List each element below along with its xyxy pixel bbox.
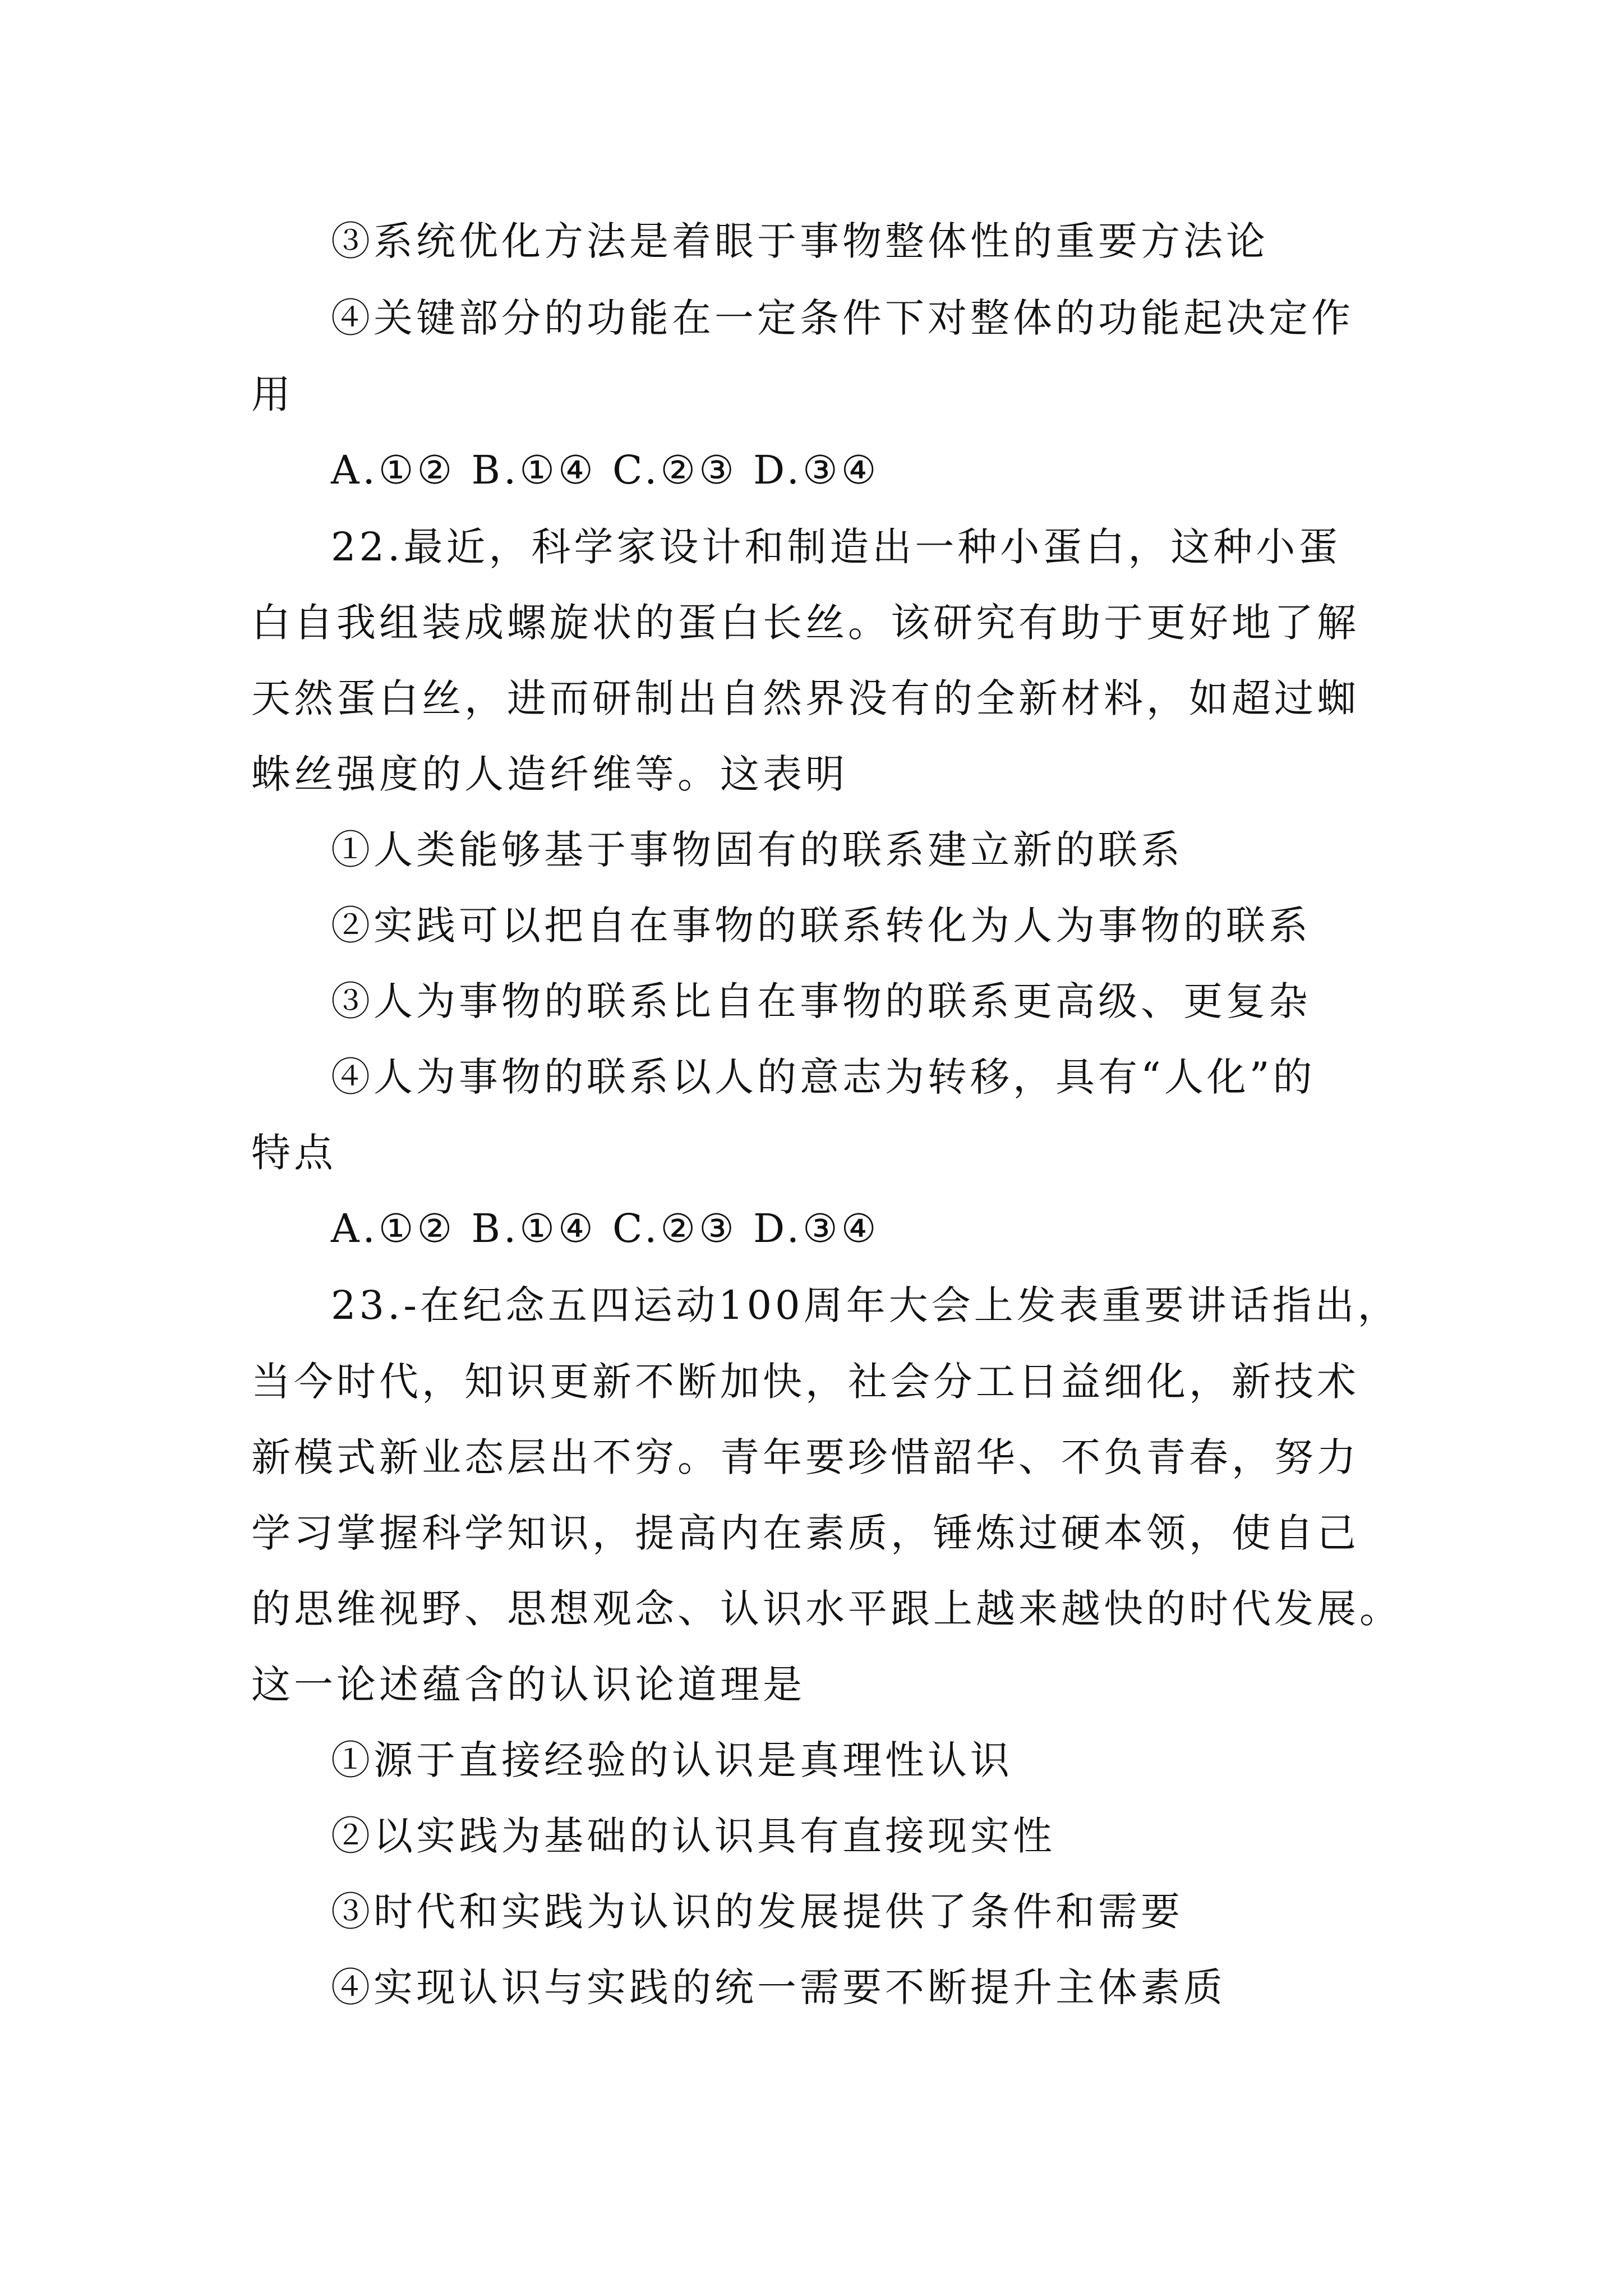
q23-stem-line-3: 新模式新业态层出不穷。青年要珍惜韶华、不负青春，努力 [251,1434,1359,1480]
q23-stem-line-2: 当今时代，知识更新不断加快，社会分工日益细化，新技术 [251,1359,1359,1405]
q22-answer-choices: A.①② B.①④ C.②③ D.③④ [331,1205,880,1251]
q23-stem: 23.-在纪念五四运动100周年大会上发表重要讲话指出， [331,1282,1400,1328]
q23-stem-line-5: 的思维视野、思想观念、认识水平跟上越来越快的时代发展。 [251,1586,1402,1632]
q22-stem-line-4: 蛛丝强度的人造纤维等。这表明 [251,751,848,797]
q23-option-2: ②以实践为基础的认识具有直接现实性 [331,1813,1055,1859]
q23-stem-line-4: 学习掌握科学知识，提高内在素质，锤炼过硬本领，使自己 [251,1510,1359,1556]
q22-option-2: ②实践可以把自在事物的联系转化为人为事物的联系 [331,903,1311,949]
q23-option-4: ④实现认识与实践的统一需要不断提升主体素质 [331,1964,1226,2010]
q22-option-4: ④人为事物的联系以人的意志为转移，具有“人化”的 [331,1054,1316,1100]
q23-stem-line-6: 这一论述蕴含的认识论道理是 [251,1662,805,1708]
q21-option-4-continued: 用 [251,371,294,417]
q22-stem-line-3: 天然蛋白丝，进而研制出自然界没有的全新材料，如超过蜘 [251,675,1359,721]
q22-option-1: ①人类能够基于事物固有的联系建立新的联系 [331,827,1183,873]
q22-stem: 22.最近，科学家设计和制造出一种小蛋白，这种小蛋 [331,524,1341,570]
q23-option-3: ③时代和实践为认识的发展提供了条件和需要 [331,1889,1183,1935]
q22-option-4-continued: 特点 [251,1130,336,1176]
q21-option-4: ④关键部分的功能在一定条件下对整体的功能起决定作 [331,295,1354,341]
q22-stem-line-2: 白自我组装成螺旋状的蛋白长丝。该研究有助于更好地了解 [251,600,1359,646]
q21-option-3: ③系统优化方法是着眼于事物整体性的重要方法论 [331,218,1269,264]
q22-option-3: ③人为事物的联系比自在事物的联系更高级、更复杂 [331,978,1311,1024]
q23-option-1: ①源于直接经验的认识是真理性认识 [331,1737,1013,1783]
q21-answer-choices: A.①② B.①④ C.②③ D.③④ [331,447,880,493]
